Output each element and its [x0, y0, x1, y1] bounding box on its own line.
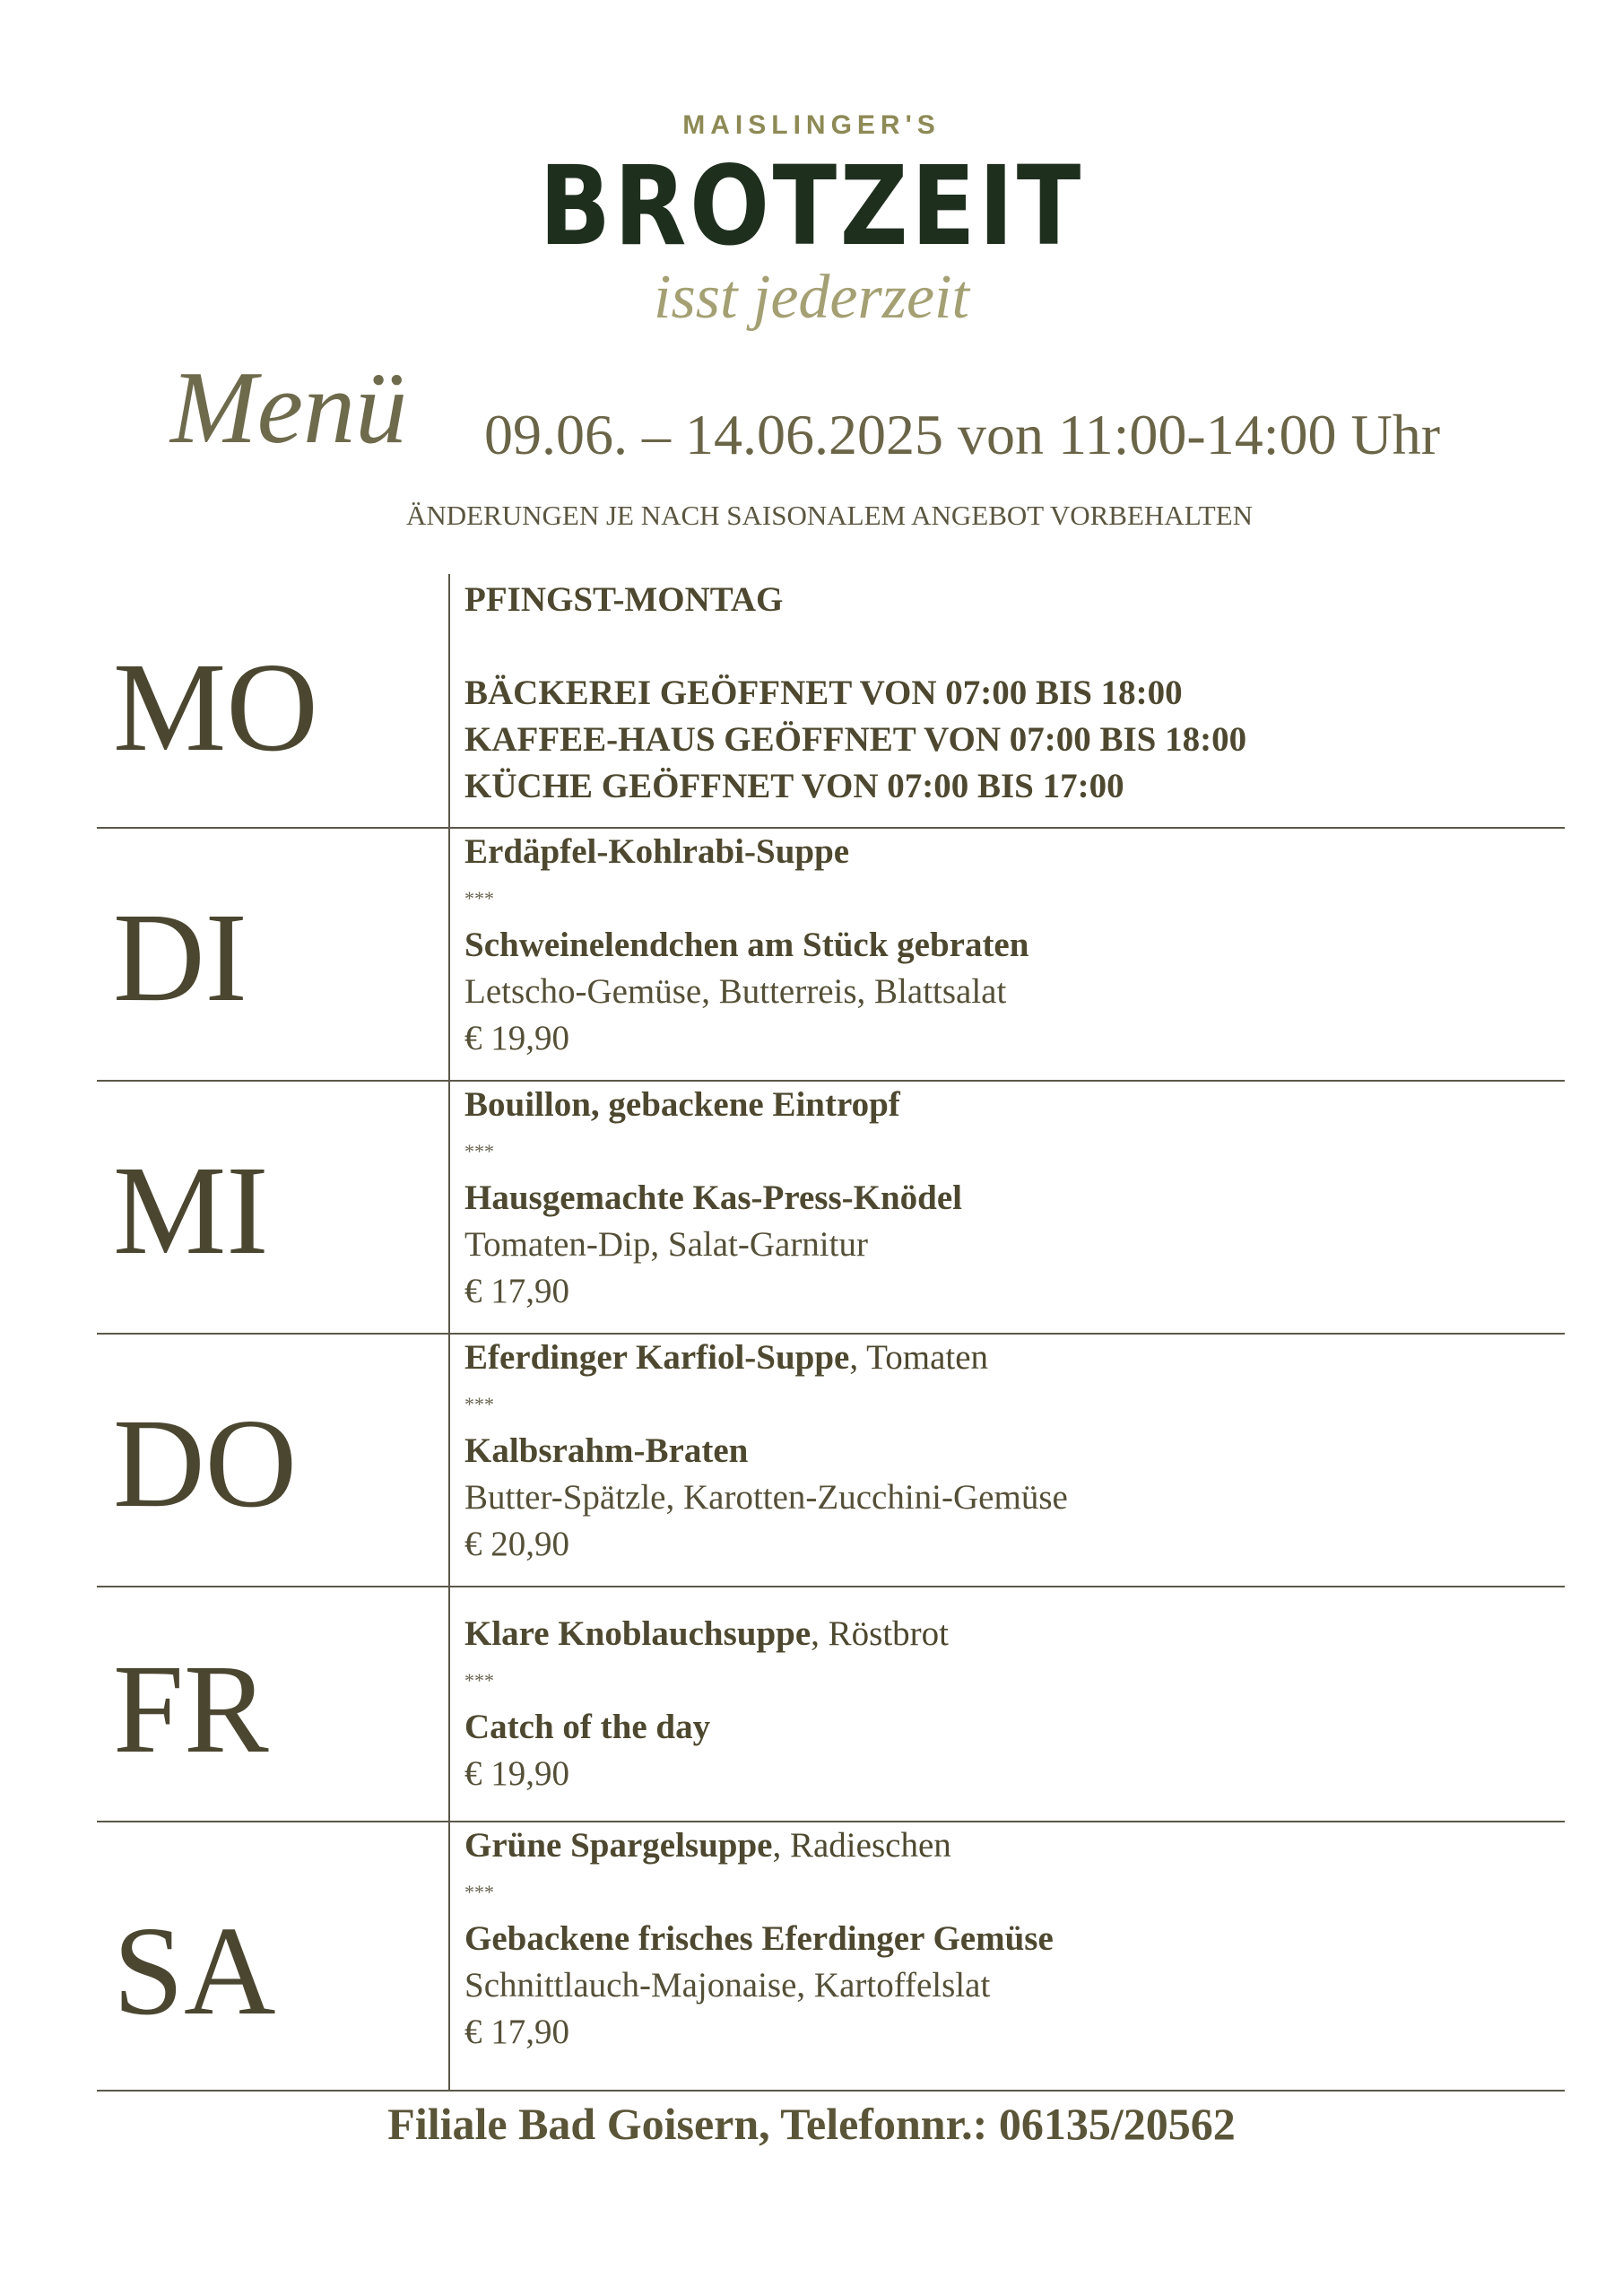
day-content — [464, 1335, 1558, 1568]
day-content — [464, 577, 1558, 810]
soup-line — [464, 1822, 1558, 1869]
price: € 19,90 — [464, 1754, 569, 1793]
day-label: DO — [113, 1392, 298, 1534]
day-label: SA — [113, 1900, 276, 2041]
kitchen-hours: KÜCHE GEÖFFNET VON 07:00 BIS 17:00 — [464, 767, 1124, 805]
soup-line — [464, 829, 1558, 875]
branch-contact: Filiale Bad Goisern, Telefonnr.: 06135/20562 — [387, 2099, 1236, 2149]
menu-row-mi — [97, 1080, 1565, 1335]
column-divider — [448, 574, 450, 827]
course-separator: *** — [464, 1881, 494, 1903]
logo-tagline: isst jederzeit — [654, 263, 969, 332]
column-divider — [448, 1335, 450, 1587]
side-dishes: Tomaten-Dip, Salat-Garnitur — [464, 1225, 868, 1264]
holiday-title: PFINGST-MONTAG — [464, 580, 784, 619]
logo-wordmark: BROTZEIT — [539, 143, 1084, 270]
soup-name: Erdäpfel-Kohlrabi-Suppe — [464, 832, 850, 871]
day-content — [464, 1082, 1558, 1315]
menu-row-fr — [97, 1586, 1565, 1822]
day-content — [464, 1822, 1558, 2056]
bakery-hours: BÄCKEREI GEÖFFNET VON 07:00 BIS 18:00 — [464, 674, 1183, 712]
soup-name: Eferdinger Karfiol-Suppe — [464, 1338, 850, 1377]
soup-line — [464, 1611, 1558, 1657]
course-separator: *** — [464, 1140, 494, 1162]
soup-name: Klare Knoblauchsuppe — [464, 1614, 812, 1653]
day-label: DI — [113, 886, 247, 1028]
day-label: MO — [113, 636, 318, 778]
main-dish: Catch of the day — [464, 1708, 711, 1746]
day-label: MI — [113, 1139, 269, 1281]
menu-heading: Menü — [170, 351, 408, 465]
price: € 17,90 — [464, 2013, 569, 2051]
soup-extra: , Tomaten — [849, 1338, 989, 1377]
main-dish: Gebackene frisches Eferdinger Gemüse — [464, 1919, 1054, 1958]
menu-row-di — [97, 827, 1565, 1082]
menu-row-mo — [97, 574, 1565, 827]
menu-row-sa — [97, 1821, 1565, 2092]
course-separator: *** — [464, 1669, 494, 1692]
main-dish: Hausgemachte Kas-Press-Knödel — [464, 1178, 962, 1217]
side-dishes: Butter-Spätzle, Karotten-Zucchini-Gemüse — [464, 1478, 1068, 1517]
soup-name: Bouillon, gebackene Eintropf — [464, 1085, 900, 1124]
column-divider — [448, 1082, 450, 1335]
menu-row-do — [97, 1333, 1565, 1587]
soup-line — [464, 1335, 1558, 1381]
soup-line — [464, 1082, 1558, 1128]
column-divider — [448, 829, 450, 1082]
day-content — [464, 829, 1558, 1062]
availability-notice: ÄNDERUNGEN JE NACH SAISONALEM ANGEBOT VORBEHALTEN — [405, 500, 1254, 531]
table-bottom-rule — [97, 2090, 1565, 2092]
date-range: 09.06. – 14.06.2025 von 11:00-14:00 Uhr — [484, 403, 1441, 466]
course-separator: *** — [464, 887, 494, 909]
logo-subtitle: MAISLINGER'S — [682, 110, 941, 140]
day-content — [464, 1611, 1558, 1797]
column-divider — [448, 1587, 450, 1822]
soup-extra: , Radieschen — [772, 1826, 951, 1865]
side-dishes: Schnittlauch-Majonaise, Kartoffelslat — [464, 1966, 991, 2005]
column-divider — [448, 1822, 450, 2092]
price: € 17,90 — [464, 1272, 569, 1310]
main-dish: Kalbsrahm-Braten — [464, 1431, 749, 1470]
soup-extra: , Röstbrot — [811, 1614, 949, 1653]
soup-name: Grüne Spargelsuppe — [464, 1826, 773, 1865]
price: € 19,90 — [464, 1019, 569, 1057]
side-dishes: Letscho-Gemüse, Butterreis, Blattsalat — [464, 972, 1007, 1011]
price: € 20,90 — [464, 1525, 569, 1563]
day-label: FR — [113, 1638, 269, 1779]
course-separator: *** — [464, 1393, 494, 1415]
coffeehouse-hours: KAFFEE-HAUS GEÖFFNET VON 07:00 BIS 18:00 — [464, 720, 1247, 759]
brand-logo — [0, 108, 1623, 332]
main-dish: Schweinelendchen am Stück gebraten — [464, 926, 1029, 964]
